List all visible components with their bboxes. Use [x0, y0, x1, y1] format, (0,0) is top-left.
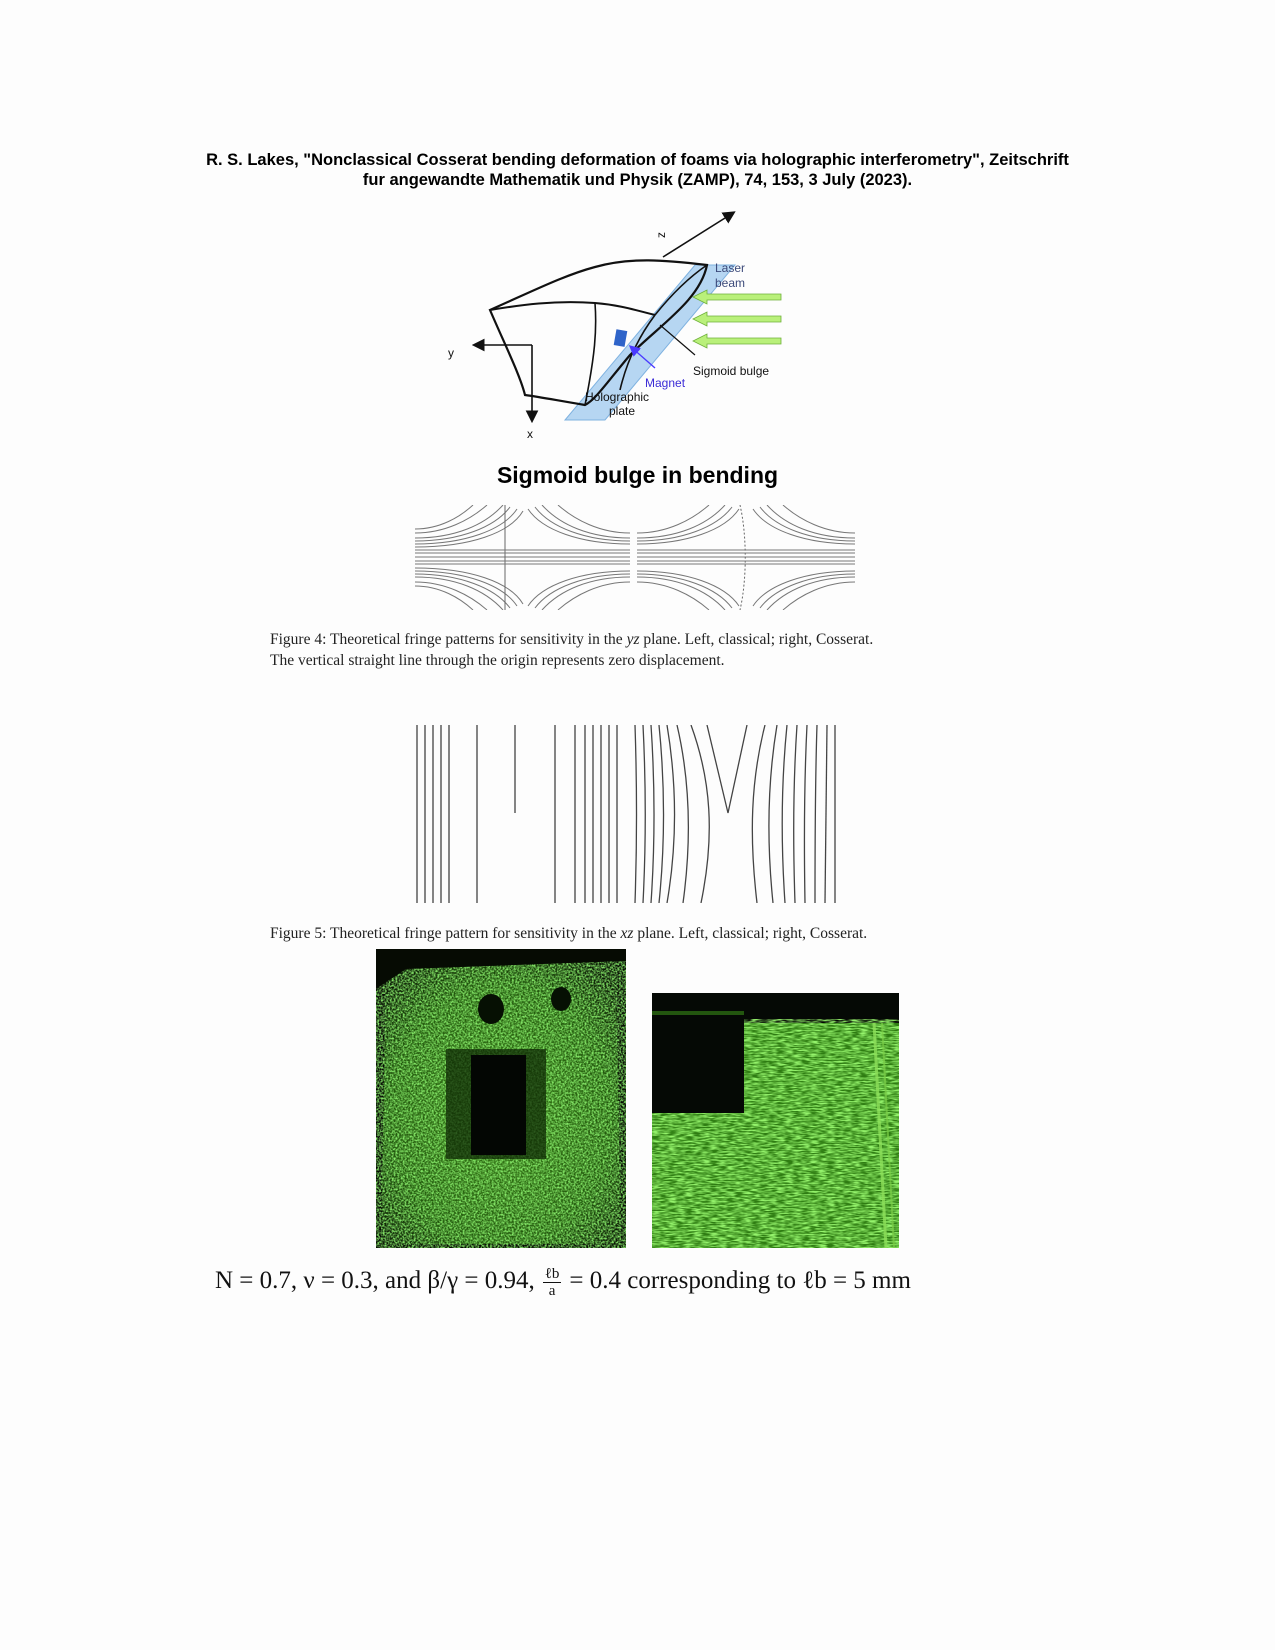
- section-title: Sigmoid bulge in bending: [496, 462, 779, 488]
- laser-beam-arrows: [693, 290, 781, 348]
- z-axis-label: z: [654, 232, 668, 238]
- figure-5-left-classical: [417, 725, 617, 903]
- citation-header: [130, 150, 1145, 190]
- z-axis-arrow: [663, 213, 733, 257]
- laser-beam-label-2: beam: [715, 276, 746, 290]
- holographic-interferogram-left: [376, 949, 626, 1248]
- formula-fraction: [543, 1266, 562, 1299]
- figure-5-caption-line: Figure 5: Theoretical fringe pattern for sensitivity in the xz plane. Left, classical; right, Cosserat.: [270, 925, 868, 942]
- formula-part-2: = 0.4 corresponding to ℓb = 5 mm: [569, 1267, 911, 1295]
- figure-5-fringe-patterns: [415, 725, 855, 903]
- formula-fraction-denominator: a: [548, 1283, 556, 1299]
- formula-fraction-numerator: ℓb: [544, 1266, 560, 1282]
- figure-4-right-cosserat: [637, 505, 855, 610]
- magnet-label: Magnet: [645, 376, 686, 390]
- parameter-formula: [215, 1266, 1075, 1299]
- citation-line-2: fur angewandte Mathematik und Physik (ZAMP), 74, 153, 3 July (2023).: [362, 171, 913, 189]
- formula-part-1: N = 0.7, ν = 0.3, and β/γ = 0.94,: [215, 1267, 535, 1295]
- figure-5-right-cosserat: [635, 725, 835, 903]
- sigmoid-bulge-label: Sigmoid bulge: [693, 364, 770, 378]
- figure-4-caption-line-2: The vertical straight line through the origin represents zero displacement.: [270, 652, 725, 669]
- bending-schematic-diagram: [445, 205, 845, 455]
- laser-beam-label-1: Laser: [715, 261, 746, 275]
- holographic-plate-label-1: Holographic: [585, 390, 650, 404]
- holographic-plate-label-2: plate: [609, 404, 636, 418]
- figure-4-caption-line-1: Figure 4: Theoretical fringe patterns for sensitivity in the yz plane. Left, classical; right, Cosserat.: [270, 631, 874, 648]
- figure-4-fringe-patterns: [415, 505, 855, 610]
- holographic-interferogram-right: [652, 993, 899, 1248]
- x-axis-label: x: [527, 427, 533, 441]
- figure-5-caption: [270, 923, 1030, 944]
- figure-4-left-classical: [415, 505, 630, 610]
- figure-4-caption: [270, 629, 1030, 671]
- citation-line-1: R. S. Lakes, "Nonclassical Cosserat bending deformation of foams via holographic interferometry", Zeitschrift: [206, 151, 1069, 169]
- magnet-block: [614, 329, 628, 347]
- y-axis-label: y: [448, 346, 454, 360]
